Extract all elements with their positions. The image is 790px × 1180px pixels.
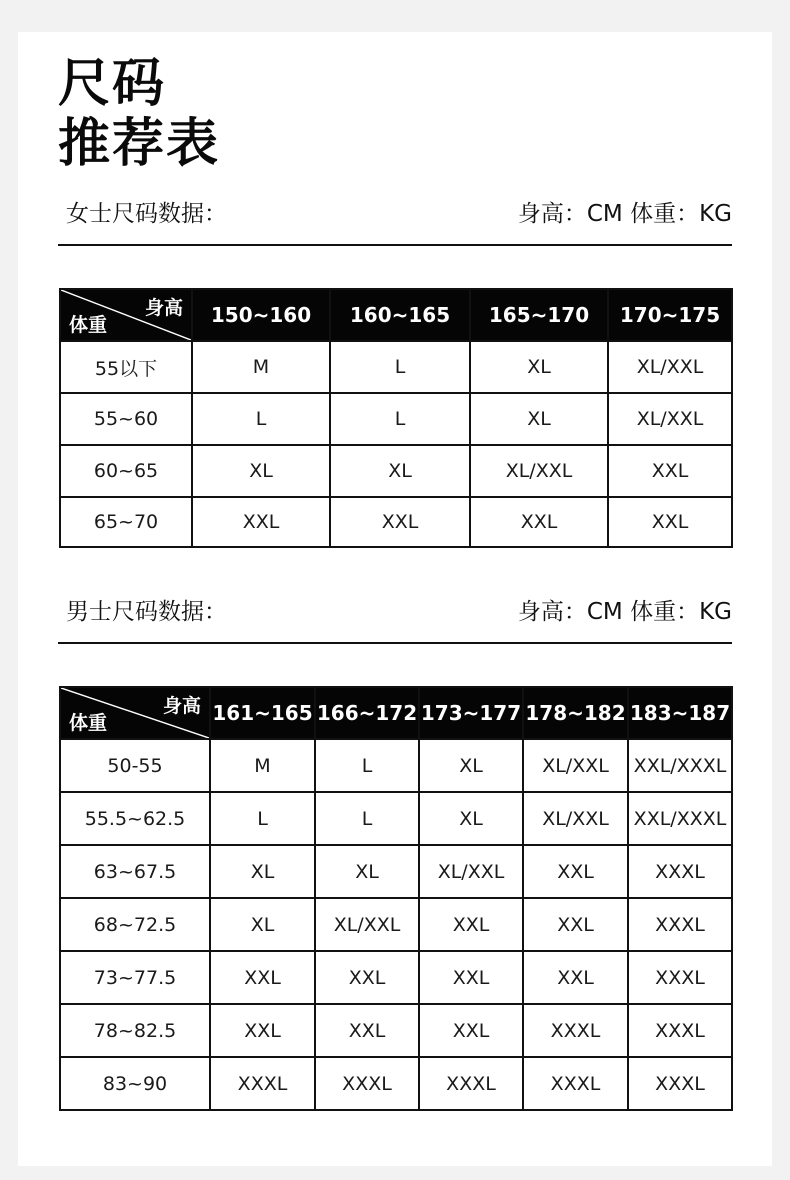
size-cell: XXL/XXXL	[628, 739, 732, 792]
size-chart-card	[18, 32, 772, 1166]
size-cell: XL/XXL	[470, 445, 608, 497]
size-cell: L	[330, 393, 470, 445]
size-cell: XXL	[608, 497, 732, 547]
size-cell: XXL	[210, 1004, 315, 1057]
page-title	[58, 54, 220, 174]
table-row	[60, 393, 732, 445]
size-cell: XXL	[523, 845, 628, 898]
size-cell: M	[210, 739, 315, 792]
weight-cell: 65~70	[60, 497, 192, 547]
size-cell: XXXL	[523, 1004, 628, 1057]
size-cell: XL	[192, 445, 330, 497]
corner-weight-label: 体重	[69, 712, 108, 734]
size-cell: L	[330, 341, 470, 393]
height-header: 166~172	[315, 687, 419, 739]
size-cell: XL/XXL	[523, 792, 628, 845]
table-row	[60, 845, 732, 898]
men-header-row	[60, 687, 732, 739]
size-cell: L	[315, 792, 419, 845]
size-cell: XXL	[315, 951, 419, 1004]
size-cell: XXL	[419, 898, 523, 951]
size-cell: XXL	[419, 951, 523, 1004]
corner-weight-label: 体重	[69, 314, 108, 336]
height-header: 178~182	[523, 687, 628, 739]
size-cell: XXL	[419, 1004, 523, 1057]
women-size-table	[59, 288, 733, 548]
men-units: 身高：CM 体重：KG	[517, 599, 732, 625]
women-units: 身高：CM 体重：KG	[517, 201, 732, 227]
weight-cell: 83~90	[60, 1057, 210, 1110]
weight-cell: 73~77.5	[60, 951, 210, 1004]
height-header: 183~187	[628, 687, 732, 739]
size-cell: XXXL	[628, 898, 732, 951]
corner-height-label: 身高	[144, 297, 183, 319]
weight-cell: 50-55	[60, 739, 210, 792]
men-size-table	[59, 686, 733, 1111]
weight-cell: 60~65	[60, 445, 192, 497]
height-header: 173~177	[419, 687, 523, 739]
table-row	[60, 792, 732, 845]
size-cell: XL/XXL	[608, 393, 732, 445]
size-cell: XL	[470, 341, 608, 393]
weight-cell: 55以下	[60, 341, 192, 393]
table-row	[60, 497, 732, 547]
size-cell: XXXL	[419, 1057, 523, 1110]
size-cell: XXL	[470, 497, 608, 547]
women-divider	[58, 244, 732, 246]
table-row	[60, 739, 732, 792]
height-header: 170~175	[608, 289, 732, 341]
size-cell: XXL	[315, 1004, 419, 1057]
women-corner-cell	[60, 289, 192, 341]
table-row	[60, 1057, 732, 1110]
size-cell: XL/XXL	[419, 845, 523, 898]
size-cell: XXL	[192, 497, 330, 547]
size-cell: XXXL	[315, 1057, 419, 1110]
size-cell: XXXL	[210, 1057, 315, 1110]
size-cell: XL	[210, 845, 315, 898]
weight-cell: 78~82.5	[60, 1004, 210, 1057]
size-cell: XXXL	[628, 951, 732, 1004]
size-cell: XXL	[523, 951, 628, 1004]
title-line-1: 尺码	[58, 54, 167, 114]
size-cell: XL	[315, 845, 419, 898]
size-cell: XXXL	[628, 1057, 732, 1110]
size-cell: L	[192, 393, 330, 445]
size-cell: XL	[419, 739, 523, 792]
women-heading: 女士尺码数据：	[66, 201, 227, 227]
size-cell: XL	[330, 445, 470, 497]
size-cell: XL/XXL	[523, 739, 628, 792]
table-row	[60, 951, 732, 1004]
size-cell: XL/XXL	[315, 898, 419, 951]
weight-cell: 63~67.5	[60, 845, 210, 898]
size-cell: XXXL	[628, 845, 732, 898]
size-cell: XXXL	[628, 1004, 732, 1057]
height-header: 161~165	[210, 687, 315, 739]
women-section-header	[58, 194, 732, 234]
table-row	[60, 341, 732, 393]
size-cell: XXL/XXXL	[628, 792, 732, 845]
weight-cell: 55.5~62.5	[60, 792, 210, 845]
men-heading: 男士尺码数据：	[66, 599, 227, 625]
size-cell: M	[192, 341, 330, 393]
title-line-2: 推荐表	[58, 114, 221, 174]
men-section-header	[58, 592, 732, 632]
men-corner-cell	[60, 687, 210, 739]
size-cell: XL	[419, 792, 523, 845]
table-row	[60, 898, 732, 951]
women-header-row	[60, 289, 732, 341]
size-cell: L	[315, 739, 419, 792]
size-cell: XXL	[210, 951, 315, 1004]
men-divider	[58, 642, 732, 644]
size-cell: L	[210, 792, 315, 845]
size-cell: XL	[470, 393, 608, 445]
table-row	[60, 1004, 732, 1057]
size-cell: XXL	[608, 445, 732, 497]
size-cell: XXXL	[523, 1057, 628, 1110]
corner-height-label: 身高	[162, 695, 201, 717]
size-cell: XXL	[523, 898, 628, 951]
weight-cell: 55~60	[60, 393, 192, 445]
height-header: 150~160	[192, 289, 330, 341]
table-row	[60, 445, 732, 497]
size-cell: XXL	[330, 497, 470, 547]
height-header: 160~165	[330, 289, 470, 341]
size-cell: XL	[210, 898, 315, 951]
weight-cell: 68~72.5	[60, 898, 210, 951]
height-header: 165~170	[470, 289, 608, 341]
size-cell: XL/XXL	[608, 341, 732, 393]
